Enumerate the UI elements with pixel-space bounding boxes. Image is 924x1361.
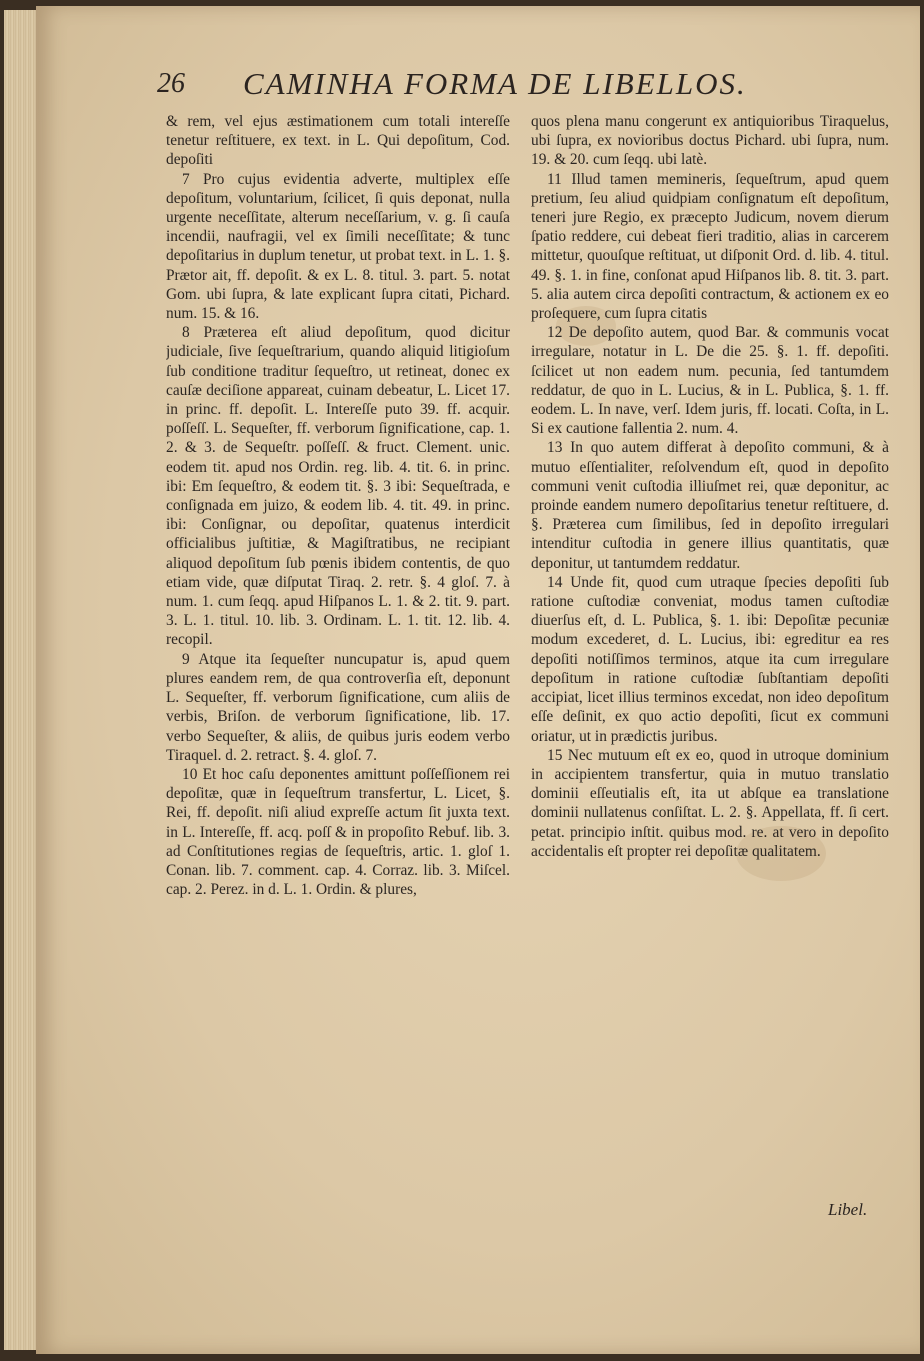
- page-edges: [4, 10, 38, 1350]
- catchword: Libel.: [828, 1200, 868, 1219]
- paragraph: 10 Et hoc caſu deponentes amittunt poſſeſſionem rei depoſitæ, quæ in ſequeſtrum transfertur, L. Licet, §. Rei, ff. depoſit. niſi aliud expreſſe actum ſit juxta text. in L. Intereſſe, ff. acq. poſſ & in propoſito Rebuf. lib. 3. ad Conſtitutiones regias de ſequeſtris, artic. 1. gloſ 1. Conan. lib. 7. comment. cap. 4. Corraz. lib. 3. Miſcel. cap. 2. Perez. in d. L. 1. Ordin. & plures,: [166, 765, 510, 899]
- paragraph: 14 Unde fit, quod cum utraque ſpecies depoſiti ſub ratione cuſtodiæ conveniat, modus tamen cuſtodiæ diuerſus eſt, d. L. Publica, §. 1. ibi: Depoſitæ pecuniæ modum excederet, d. L. Lucius, ibi: egreditur ea res depoſiti notiſſimos terminos, atque ita cum irregulare depoſitum in ratione cuſtodiæ ſubſtantiam depoſiti accipiat, licet illius terminos excedat, non ideo depoſitum eſſe deſinit, ex quo actio depoſiti, ſicut ex communi oriatur, ut in prædictis juribus.: [531, 573, 889, 745]
- right-text-column: [531, 112, 889, 1122]
- paragraph: 13 In quo autem differat à depoſito communi, & à mutuo eſſentialiter, reſolvendum eſt, quod in depoſito communi venit cuſtodia illiuſmet rei, quæ deponitur, ac proinde eandem numero depoſitarius tenetur reſtituere, d. §. Præterea cum ſimilibus, ſed in depoſito irregulari intenditur cuſtodia in genere illius quantitatis, quæ deponitur, ut tantumdem reddatur.: [531, 439, 889, 572]
- paragraph: 12 De depoſito autem, quod Bar. & communis vocat irregulare, notatur in L. De die 25. §. 1. ff. depoſiti. ſcilicet ut non eadem num. pecunia, ſed tantumdem reddatur, de quo in L. Lucius, & in L. Publica, §. 1. ff. eodem. L. In nave, verſ. Idem juris, ff. locati. Coſta, in L. Si ex cautione fallentia 2. num. 4.: [531, 324, 889, 438]
- paragraph: & rem, vel ejus æstimationem cum totali intereſſe tenetur reſtituere, ex text. in L. Qui depoſitum, Cod. depoſiti: [166, 113, 510, 169]
- left-text-column: [166, 112, 510, 1122]
- paragraph: quos plena manu congerunt ex antiquioribus Tiraquelus, ubi ſupra, ex novioribus doctus Pichard. ubi ſupra, num. 19. & 20. cum ſeqq. ubi latè.: [531, 113, 889, 169]
- running-title: CAMINHA FORMA DE LIBELLOS.: [243, 66, 747, 101]
- page-number: 26: [157, 68, 185, 99]
- page-header: [157, 66, 817, 112]
- paragraph: 15 Nec mutuum eſt ex eo, quod in utroque dominium in accipientem transfertur, quia in mutuo translatio dominii eſſeutialis eſt, ita ut abſque ea translatione dominii nullatenus conſiſtat. L. 2. §. Appellata, ff. ſi cert. petat. principio inſtit. quibus mod. re. at vero in depoſito accidentalis eſt propter rei depoſitæ qualitatem.: [531, 746, 889, 860]
- paragraph: 11 Illud tamen memineris, ſequeſtrum, apud quem pretium, ſeu aliud quidpiam conſignatum eſt depoſitum, teneri jure Regio, ex præcepto Judicum, novem dierum ſpatio reddere, cui debeat fieri traditio, alias in carcerem mittetur, quouſque reſtituat, ut diſponit Ord. d. lib. 4. titul. 49. §. 1. in fine, conſonat apud Hiſpanos lib. 8. tit. 3. part. 5. alia autem circa depoſiti contractum, & actionem ex eo proſequere, cum ſupra citatis: [531, 170, 889, 323]
- paragraph: 7 Pro cujus evidentia adverte, multiplex eſſe depoſitum, voluntarium, ſcilicet, ſi quis deponat, nulla urgente neceſſitate, alterum neceſſarium, v. g. ſi cauſa incendii, naufragii, vel ex ſimili neceſſitate; & tunc depoſitarius in duplum tenetur, ut probat text. in L. 1. §. Prætor ait, ff. depoſit. & ex L. 8. titul. 3. part. 5. notat Gom. ubi ſupra, & late explicant ſupra citati, Pichard. num. 15. & 16.: [166, 170, 510, 323]
- paragraph: 8 Præterea eſt aliud depoſitum, quod dicitur judiciale, ſive ſequeſtrarium, quando aliquid litigioſum ſub conditione traditur ſequeſtro, ut retineat, donec ex cauſæ deciſione appareat, cuinam debeatur, L. Licet 17. in princ. ff. depoſit. L. Intereſſe puto 39. ff. acquir. poſſeſſ. L. Sequeſter, ff. verborum ſignificatione, cap. 1. 2. & 3. de Sequeſtr. poſſeſſ. & fruct. Clement. unic. eodem tit. apud nos Ordin. reg. lib. 4. tit. 6. in princ. ibi: Em ſequeſtro, & eodem tit. §. 3 ibi: Sequeſtrada, e conſignada em juizo, & eodem lib. 4. tit. 49. in princ. ibi: Conſignar, ou depoſitar, quatenus interdicit officialibus juſtitiæ, & Magiſtratibus, ne recipiant aliquod depoſitum ſub pœnis ibidem contentis, de quo etiam vide, quæ diſputat Tiraq. 2. retr. §. 4 gloſ. 7. à num. 1. cum ſeqq. apud Hiſpanos L. 1. & 2. tit. 9. part. 3. L. 1. titul. 10. lib. 3. Ordinam. L. 1. tit. 12. lib. 4. recopil.: [166, 324, 510, 649]
- paragraph: 9 Atque ita ſequeſter nuncupatur is, apud quem plures eandem rem, de qua controverſia eſt, deponunt L. Sequeſter, ff. verborum ſignificatione, cum aliis de verbis, Briſon. de verborum ſignificatione, lib. 17. verbo Sequeſter, & aliis, de quibus juris eodem verbo Tiraquel. d. 2. retract. §. 4. gloſ. 7.: [166, 650, 510, 764]
